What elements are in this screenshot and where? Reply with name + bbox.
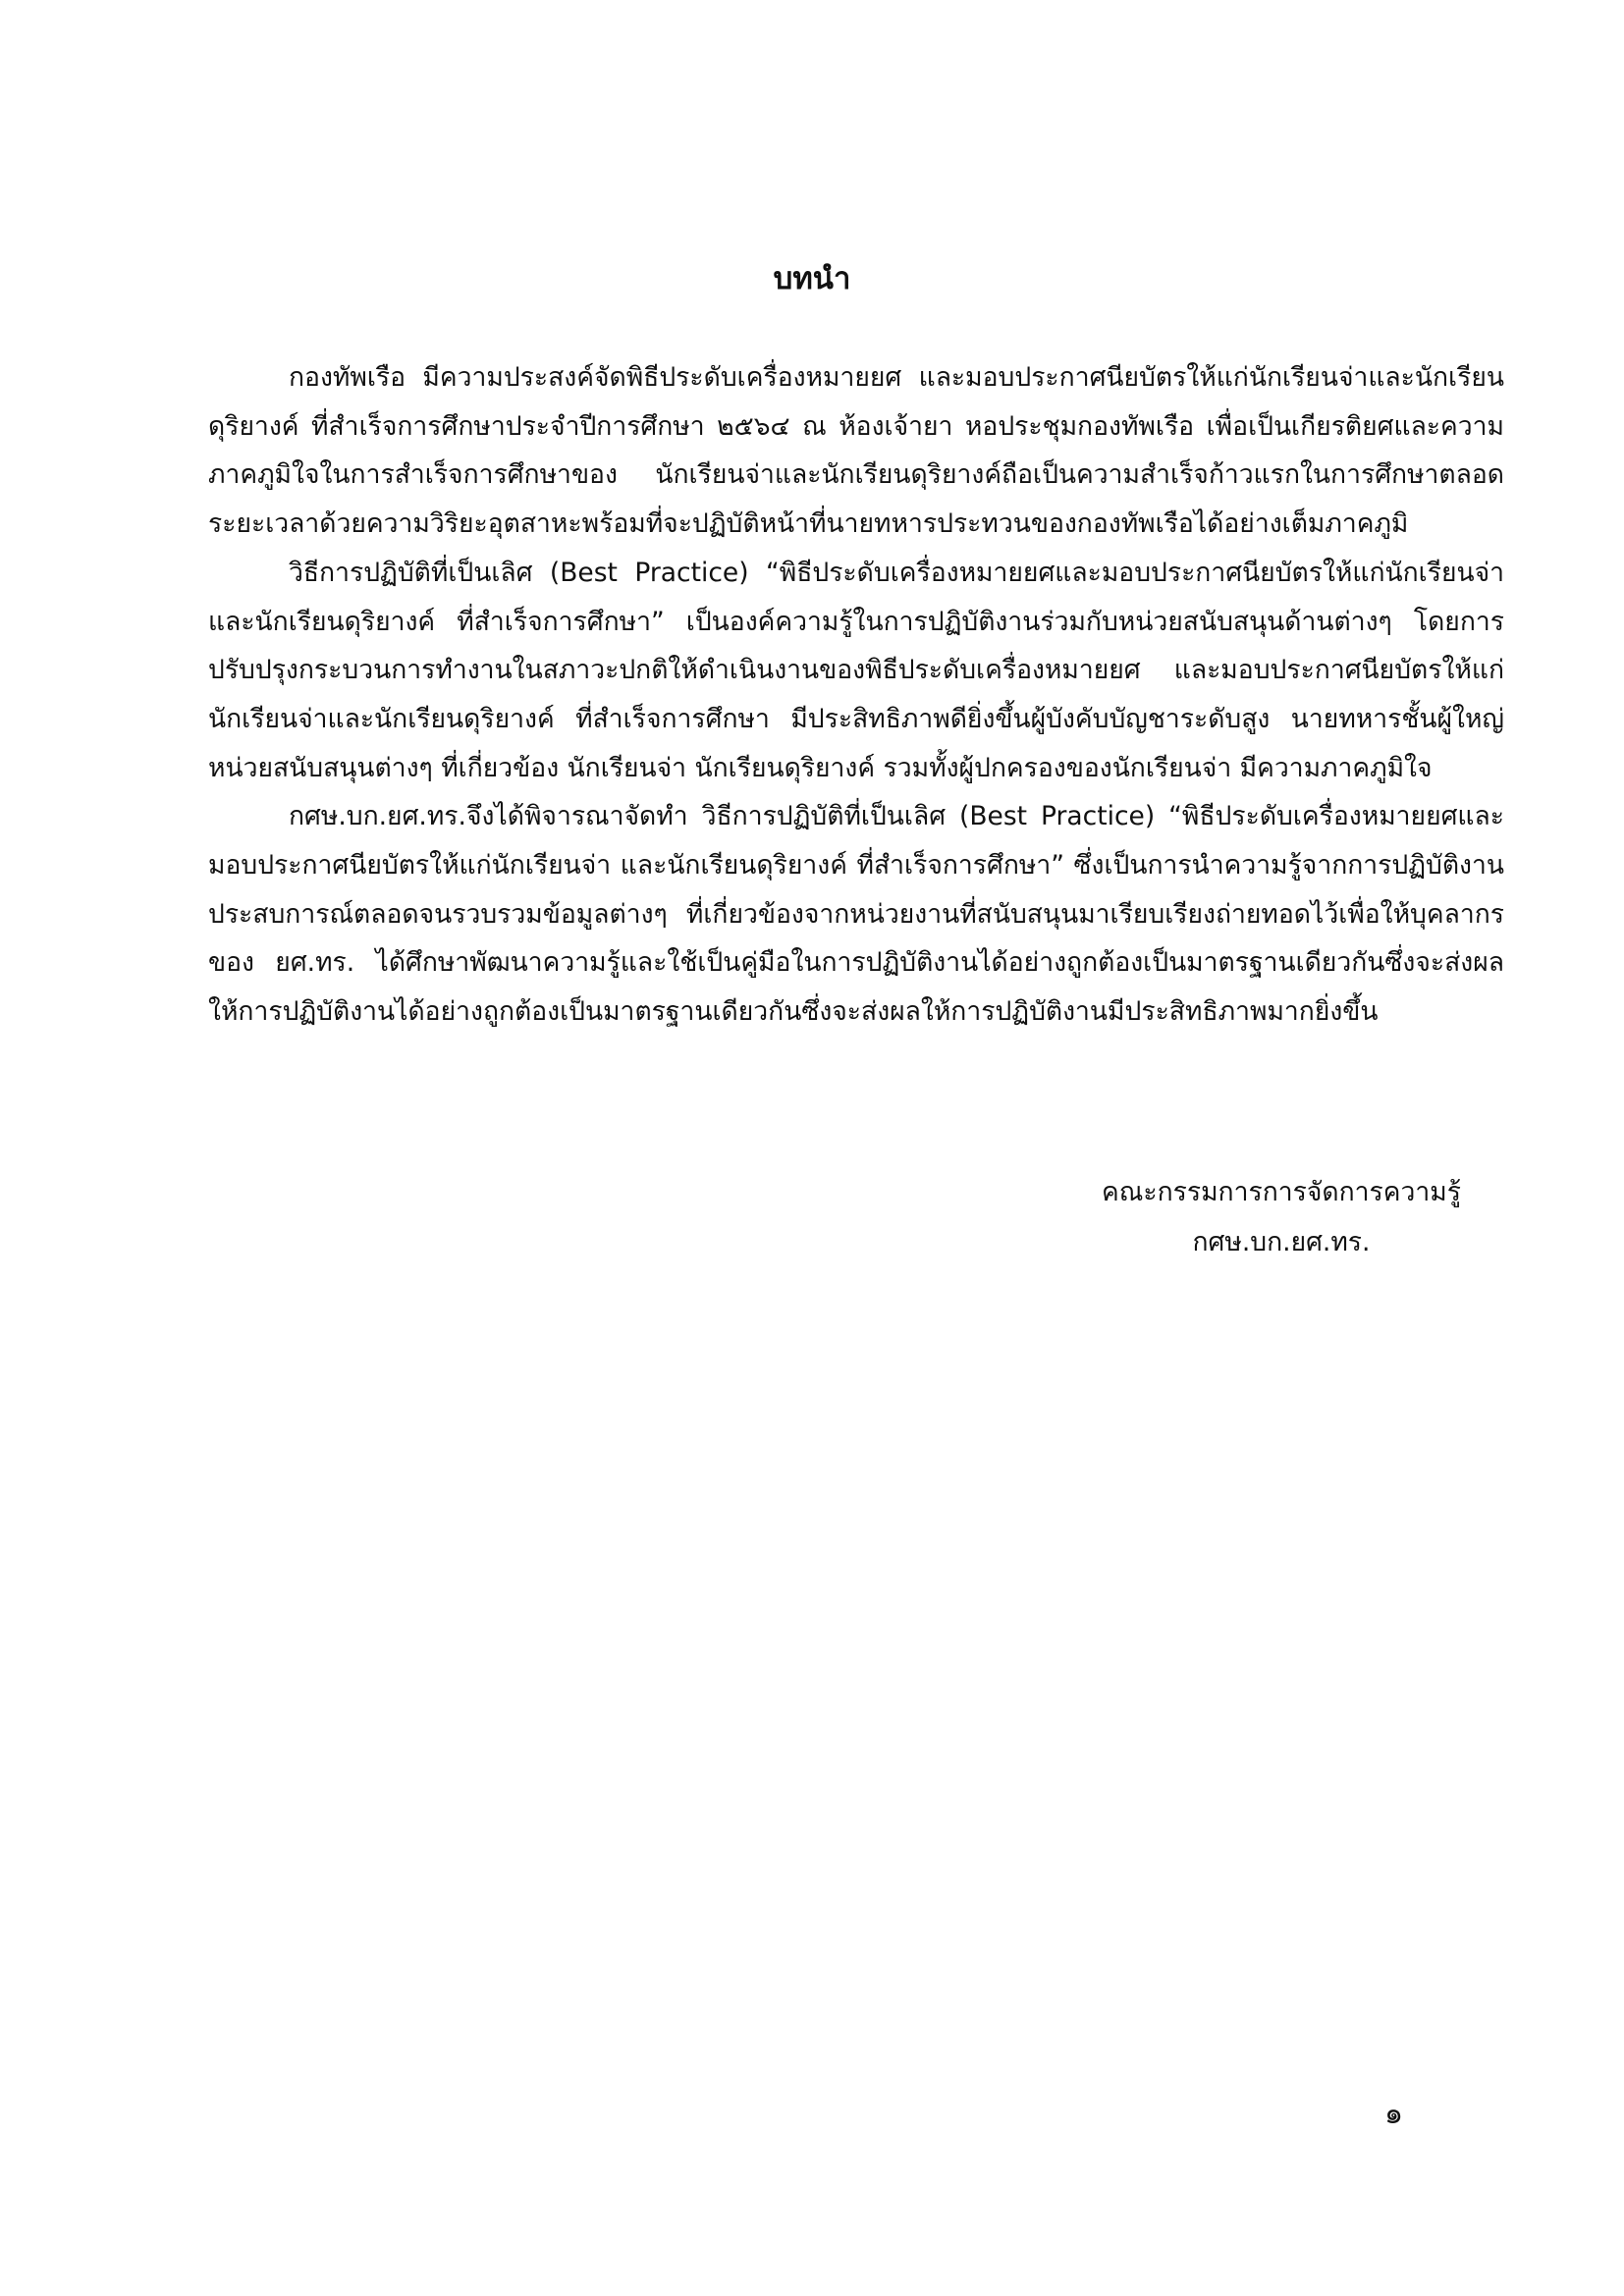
page-number: ๑ <box>1384 2097 1404 2131</box>
paragraph-2: วิธีการปฏิบัติที่เป็นเลิศ (Best Practice) “พิธีประดับเครื่องหมายยศและมอบประกาศนียบัตรให้แก่นักเรียนจ่าและนักเรียนดุริยางค์ ที่สำเร็จการศึกษา” เป็นองค์ความรู้ในการปฏิบัติงานร่วมกับหน่วยสนับสนุนด้านต่างๆ โดยการปรับปรุงกระบวนการทำงานในสภาวะปกติให้ดำเนินงานของพิธีประดับเครื่องหมายยศ และมอบประกาศนียบัตรให้แก่นักเรียนจ่าและนักเรียนดุริยางค์ ที่สำเร็จการศึกษา มีประสิทธิภาพดียิ่งขึ้นผู้บังคับบัญชาระดับสูง นายทหารชั้นผู้ใหญ่ หน่วยสนับสนุนต่างๆ ที่เกี่ยวข้อง นักเรียนจ่า นักเรียนดุริยางค์ รวมทั้งผู้ปกครองของนักเรียนจ่า มีความภาคภูมิใจ <box>208 557 1504 783</box>
signature-block <box>1085 1167 1478 1267</box>
paragraph-3: กศษ.บก.ยศ.ทร.จึงได้พิจารณาจัดทำ วิธีการปฏิบัติที่เป็นเลิศ (Best Practice) “พิธีประดับเครื่องหมายยศและมอบประกาศนียบัตรให้แก่นักเรียนจ่า และนักเรียนดุริยางค์ ที่สำเร็จการศึกษา” ซึ่งเป็นการนำความรู้จากการปฏิบัติงานประสบการณ์ตลอดจนรวบรวมข้อมูลต่างๆ ที่เกี่ยวข้องจากหน่วยงานที่สนับสนุนมาเรียบเรียงถ่ายทอดไว้เพื่อให้บุคลากรของ ยศ.ทร. ได้ศึกษาพัฒนาความรู้และใช้เป็นคู่มือในการปฏิบัติงานได้อย่างถูกต้องเป็นมาตรฐานเดียวกันซึ่งจะส่งผลให้การปฏิบัติงานได้อย่างถูกต้องเป็นมาตรฐานเดียวกันซึ่งจะส่งผลให้การปฏิบัติงานมีประสิทธิภาพมากยิ่งขึ้น <box>208 801 1504 1028</box>
body-text <box>208 353 1504 1037</box>
paragraph-1: กองทัพเรือ มีความประสงค์จัดพิธีประดับเครื่องหมายยศ และมอบประกาศนียบัตรให้แก่นักเรียนจ่าและนักเรียนดุริยางค์ ที่สำเร็จการศึกษาประจำปีการศึกษา ๒๕๖๔ ณ ห้องเจ้ายา หอประชุมกองทัพเรือ เพื่อเป็นเกียรติยศและความภาคภูมิใจในการสำเร็จการศึกษาของ นักเรียนจ่าและนักเรียนดุริยางค์ถือเป็นความสำเร็จก้าวแรกในการศึกษาตลอดระยะเวลาด้วยความวิริยะอุตสาหะพร้อมที่จะปฏิบัติหน้าที่นายทหารประทวนของกองทัพเรือได้อย่างเต็มภาคภูมิ <box>208 362 1504 540</box>
signature-committee: คณะกรรมการการจัดการความรู้ <box>1102 1177 1461 1207</box>
page-title: บทนำ <box>773 261 851 296</box>
signature-unit: กศษ.บก.ยศ.ทร. <box>1192 1227 1371 1257</box>
